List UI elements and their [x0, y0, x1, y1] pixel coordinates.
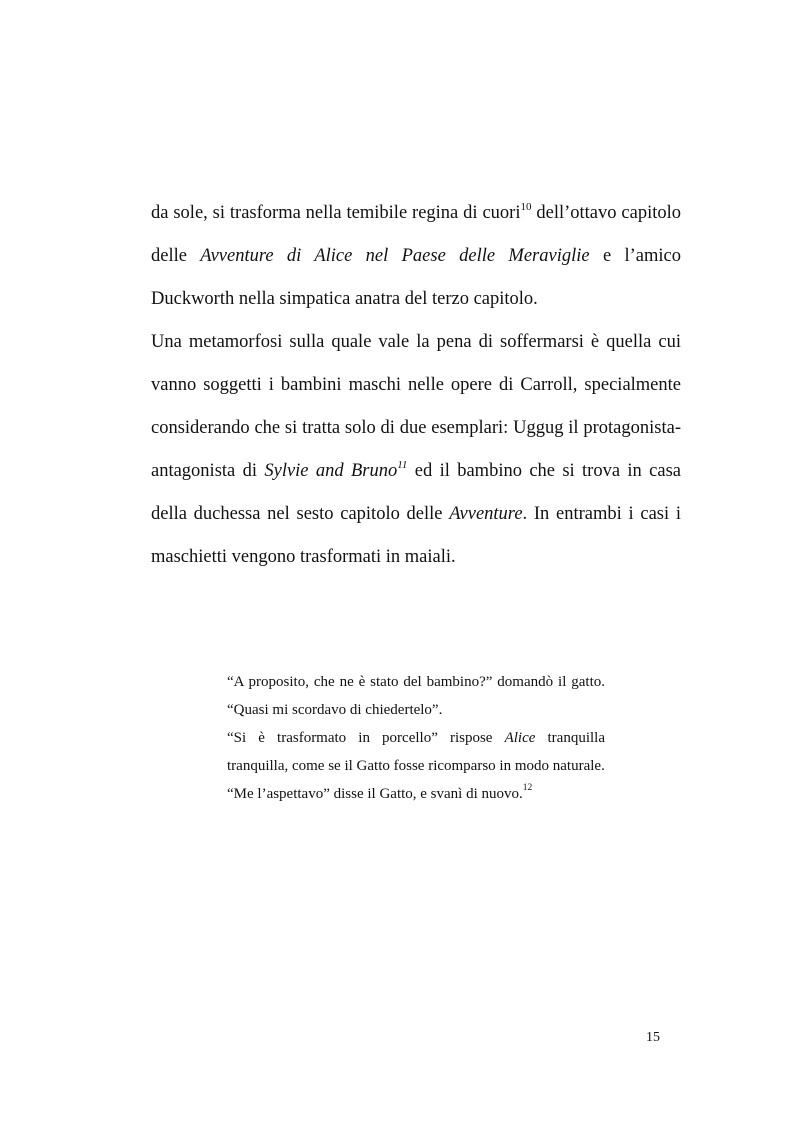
footnote-ref-10: 10	[520, 200, 532, 213]
text-run: da sole, si trasforma nella temibile regina di cuori	[151, 203, 521, 223]
text-run: Una metamorfosi sulla quale vale la pena di soffermarsi è quella cui vanno soggetti i bambini maschi nelle opere di Carroll, specialmente considerando che si tratta solo di due esemplari: Uggug il protagonista-antagonista di	[151, 332, 681, 481]
text-run: ed il bambino che si trova in casa della duchessa nel sesto capitolo delle	[151, 461, 681, 524]
text-run: “Me l’aspettavo” disse il Gatto, e svanì di nuovo.	[227, 786, 523, 802]
text-run: . In entrambi i casi i maschietti vengono trasformati in maiali.	[151, 504, 681, 567]
footnote-ref-12: 12	[522, 782, 533, 793]
paragraph	[151, 321, 681, 579]
character-name: Alice	[504, 730, 536, 746]
book-title: Avventure	[449, 504, 523, 524]
block-quote	[227, 668, 605, 808]
text-run: “A proposito, che ne è stato del bambino?” domandò il gatto. “Quasi mi scordavo di chiedertelo”.	[227, 674, 605, 718]
text-run: dell’ottavo capitolo delle	[151, 203, 681, 266]
quote-paragraph	[227, 724, 605, 780]
quote-paragraph	[227, 780, 605, 808]
page-number: 15	[646, 1030, 660, 1045]
paragraph	[151, 192, 681, 321]
quote-paragraph	[227, 668, 605, 724]
footnote-ref-11: 11	[397, 458, 408, 471]
body-text	[151, 192, 681, 579]
book-title: Sylvie and Bruno	[264, 461, 398, 481]
text-run: tranquilla tranquilla, come se il Gatto fosse ricomparso in modo naturale.	[227, 730, 605, 774]
text-run: e l’amico Duckworth nella simpatica anatra del terzo capitolo.	[151, 246, 681, 309]
text-run: “Si è trasformato in porcello” rispose	[227, 730, 505, 746]
book-title: Avventure di Alice nel Paese delle Meraviglie	[200, 246, 590, 266]
